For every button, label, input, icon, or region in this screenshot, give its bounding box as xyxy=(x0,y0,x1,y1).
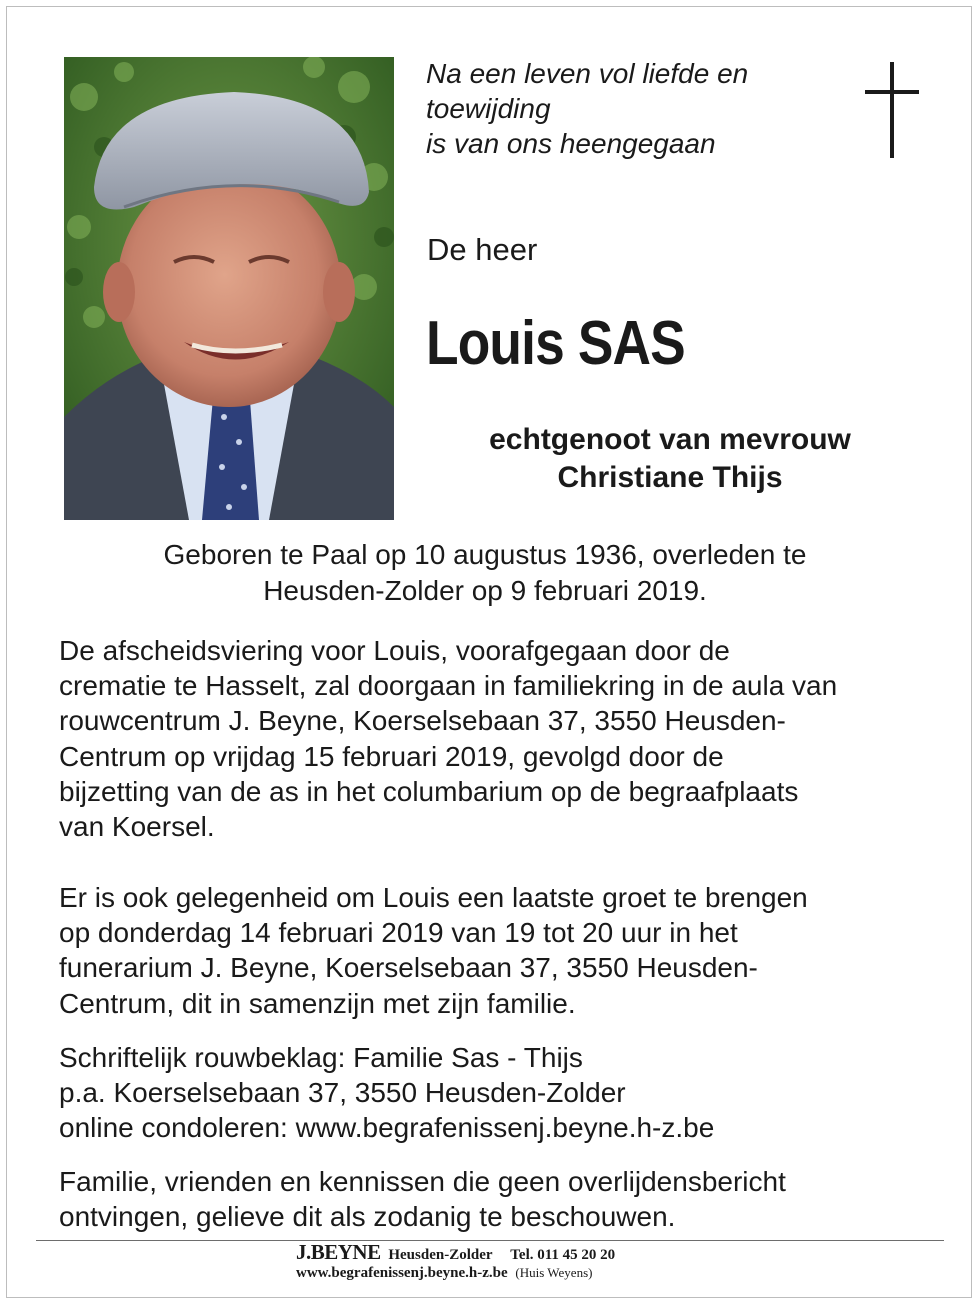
spouse-info xyxy=(400,421,940,497)
funeral-home-phone: Tel. 011 45 20 20 xyxy=(510,1247,616,1263)
closing-line: Familie, vrienden en kennissen die geen overlijdensbericht xyxy=(59,1166,786,1197)
ceremony-line: van Koersel. xyxy=(59,811,215,843)
funeral-home-brand: J.BEYNE xyxy=(296,1240,381,1264)
condolence-line: online condoleren: www.begrafenissenj.beyne.h-z.be xyxy=(59,1112,715,1144)
birth-death-info xyxy=(40,537,930,609)
spouse-line: Christiane Thijs xyxy=(557,461,783,494)
funeral-home-location: Heusden-Zolder xyxy=(388,1247,493,1263)
footer xyxy=(296,1240,816,1282)
ceremony-line: De afscheidsviering voor Louis, voorafgegaan door de xyxy=(59,635,730,666)
title-prefix: De heer xyxy=(427,232,538,267)
funeral-home-website: www.begrafenissenj.beyne.h-z.be xyxy=(296,1265,508,1281)
ceremony-line: bijzetting van de as in het columbarium op de begraafplaats xyxy=(59,775,799,807)
cross-icon xyxy=(862,62,922,163)
ceremony-line: crematie te Hasselt, zal doorgaan in familiekring in de aula van xyxy=(59,670,838,702)
ceremony-line: Centrum op vrijdag 15 februari 2019, gevolgd door de xyxy=(59,740,724,772)
footer-row-web xyxy=(296,1264,816,1282)
visitation-line: Er is ook gelegenheid om Louis een laatste groet te brengen xyxy=(59,882,808,913)
visitation-line: op donderdag 14 februari 2019 van 19 tot 20 uur in het xyxy=(59,917,738,949)
condolence-paragraph xyxy=(59,1040,939,1146)
closing-line: ontvingen, gelieve dit als zodanig te beschouwen. xyxy=(59,1201,676,1233)
visitation-line: Centrum, dit in samenzijn met zijn familie. xyxy=(59,987,576,1019)
intro-line: Na een leven vol liefde en xyxy=(426,58,749,89)
footer-divider xyxy=(36,1240,944,1241)
footer-row-main xyxy=(296,1240,816,1264)
spouse-line: echtgenoot van mevrouw xyxy=(489,423,851,456)
intro-text xyxy=(426,56,826,161)
visitation-line: funerarium J. Beyne, Koerselsebaan 37, 3550 Heusden- xyxy=(59,952,758,984)
birth-line: Geboren te Paal op 10 augustus 1936, overleden te xyxy=(163,539,807,570)
intro-line: is van ons heengegaan xyxy=(426,128,716,159)
visitation-paragraph xyxy=(59,880,939,1021)
closing-paragraph xyxy=(59,1164,939,1234)
intro-line: toewijding xyxy=(426,93,551,124)
condolence-line: p.a. Koerselsebaan 37, 3550 Heusden-Zolder xyxy=(59,1077,626,1109)
deceased-name: Louis SAS xyxy=(426,309,685,378)
birth-line: Heusden-Zolder op 9 februari 2019. xyxy=(263,575,707,606)
ceremony-line: rouwcentrum J. Beyne, Koerselsebaan 37, 3550 Heusden- xyxy=(59,705,786,737)
ceremony-paragraph xyxy=(59,633,939,844)
condolence-line: Schriftelijk rouwbeklag: Familie Sas - Thijs xyxy=(59,1042,583,1073)
funeral-home-note: (Huis Weyens) xyxy=(515,1265,593,1280)
portrait-photo xyxy=(64,57,394,520)
